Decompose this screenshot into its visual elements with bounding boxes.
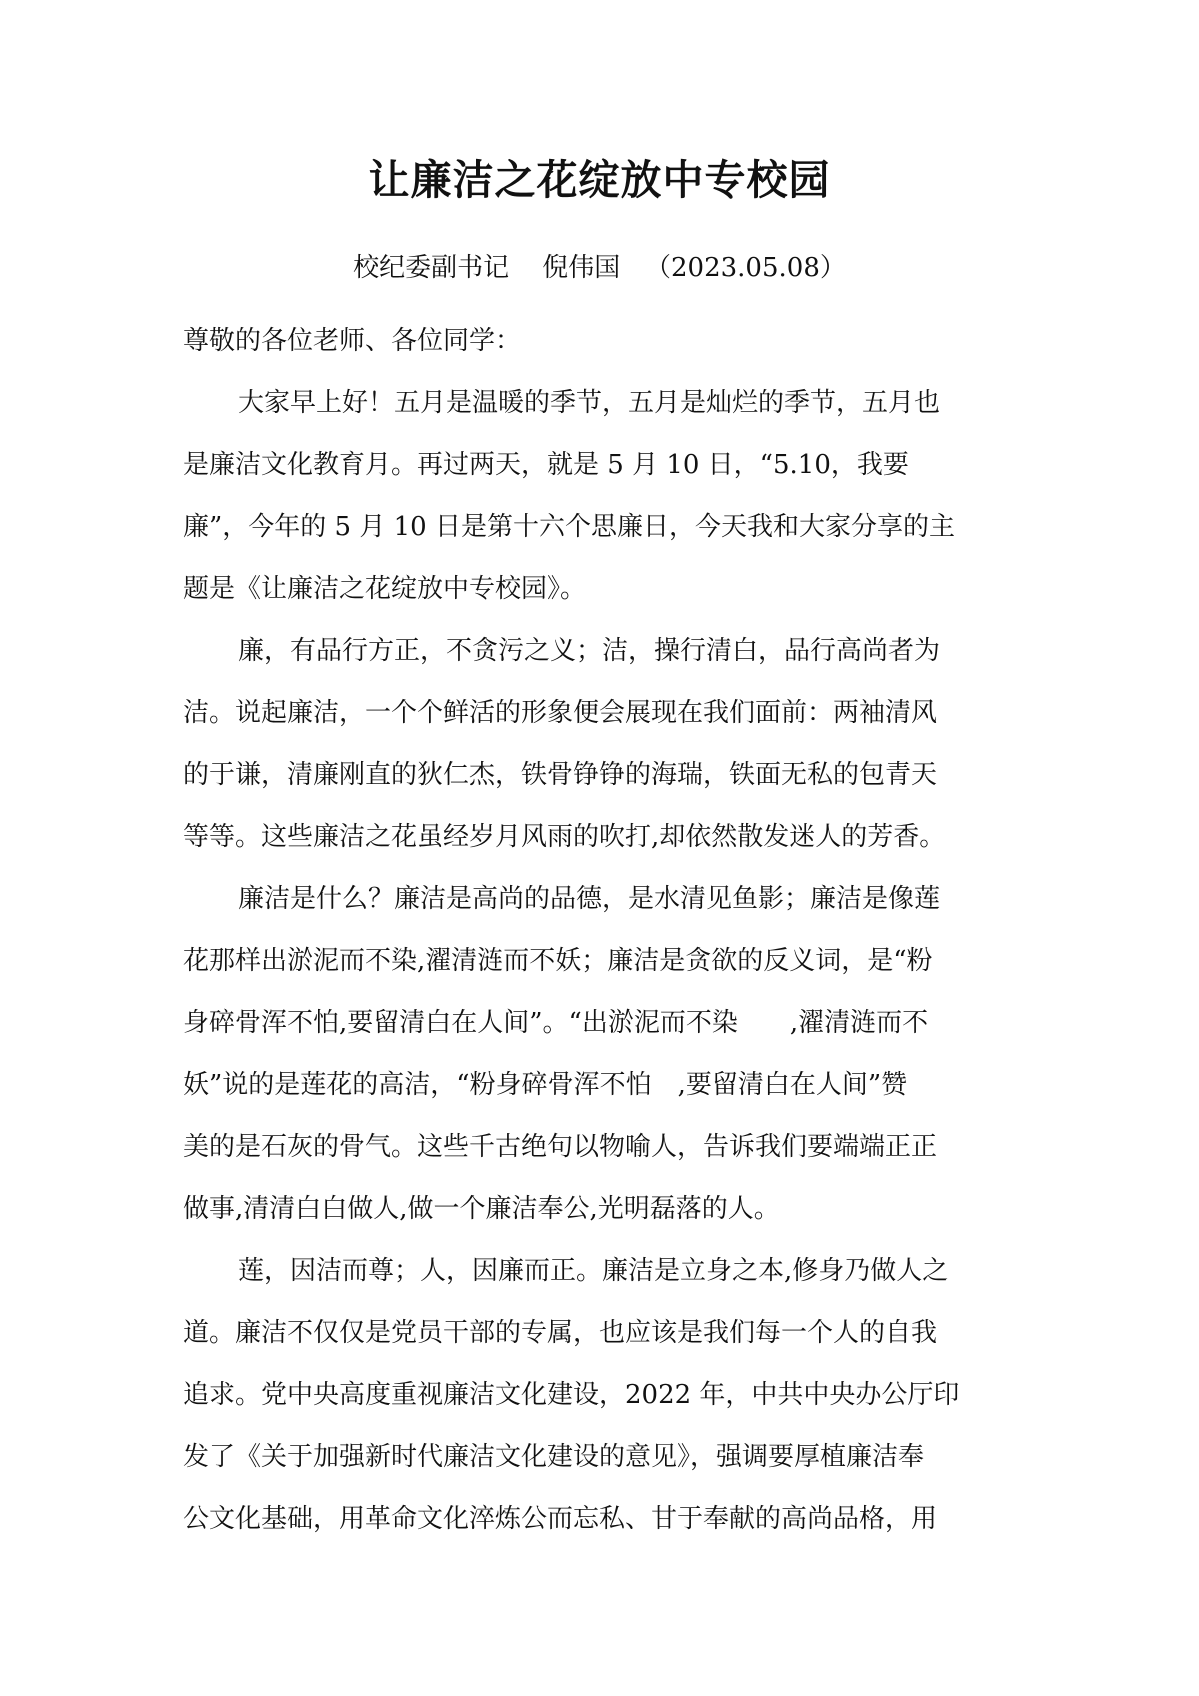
text-line: 发了《关于加强新时代廉洁文化建设的意见》，强调要厚植廉洁奉: [183, 1442, 925, 1472]
speech-date: （2023.05.08）: [645, 253, 846, 283]
byline: [0, 248, 1199, 288]
text-line: 道。廉洁不仅仅是党员干部的专属，也应该是我们每一个人的自我: [183, 1318, 938, 1348]
text-line: 莲，因洁而尊；人，因廉而正。廉洁是立身之本,修身乃做人之: [238, 1256, 949, 1286]
text-line: 做事,清清白白做人,做一个廉洁奉公,光明磊落的人。: [183, 1194, 780, 1224]
author-role: 校纪委副书记: [353, 253, 510, 283]
text-line: 的于谦，清廉刚直的狄仁杰，铁骨铮铮的海瑞，铁面无私的包青天: [183, 760, 938, 790]
text-line: 题是《让廉洁之花绽放中专校园》。: [183, 574, 587, 604]
salutation: 尊敬的各位老师、各位同学：: [183, 326, 522, 356]
paragraph-4: [183, 1240, 1033, 1550]
text-line: 妖”说的是莲花的高洁，“粉身碎骨浑不怕 ,要留清白在人间”赞: [183, 1070, 908, 1100]
text-line: 廉，有品行方正，不贪污之义；洁，操行清白，品行高尚者为: [238, 636, 941, 666]
text-line: 追求。党中央高度重视廉洁文化建设，2022 年，中共中央办公厅印: [183, 1380, 960, 1410]
text-line: 是廉洁文化教育月。再过两天，就是 5 月 10 日，“5.10，我要: [183, 450, 909, 480]
text-line: 洁。说起廉洁，一个个鲜活的形象便会展现在我们面前：两袖清风: [183, 698, 938, 728]
text-line: 廉洁是什么？廉洁是高尚的品德，是水清见鱼影；廉洁是像莲: [238, 884, 941, 914]
document-body: [183, 310, 1033, 1550]
document-title: 让廉洁之花绽放中专校园: [368, 156, 831, 204]
paragraph-3: [183, 868, 1033, 1240]
text-line: 大家早上好！五月是温暖的季节，五月是灿烂的季节，五月也: [238, 388, 941, 418]
text-line: 花那样出淤泥而不染,濯清涟而不妖；廉洁是贪欲的反义词，是“粉: [183, 946, 933, 976]
text-line: 美的是石灰的骨气。这些千古绝句以物喻人，告诉我们要端端正正: [183, 1132, 938, 1162]
author-name: 倪伟国: [542, 253, 621, 283]
text-line: 身碎骨浑不怕,要留清白在人间”。“出淤泥而不染 ,濯清涟而不: [183, 1008, 929, 1038]
text-line: 等等。这些廉洁之花虽经岁月风雨的吹打,却依然散发迷人的芳香。: [183, 822, 946, 852]
paragraph-1: [183, 372, 1033, 620]
text-line: 廉”，今年的 5 月 10 日是第十六个思廉日，今天我和大家分享的主: [183, 512, 955, 542]
text-line: 公文化基础，用革命文化淬炼公而忘私、甘于奉献的高尚品格，用: [183, 1504, 938, 1534]
paragraph-2: [183, 620, 1033, 868]
